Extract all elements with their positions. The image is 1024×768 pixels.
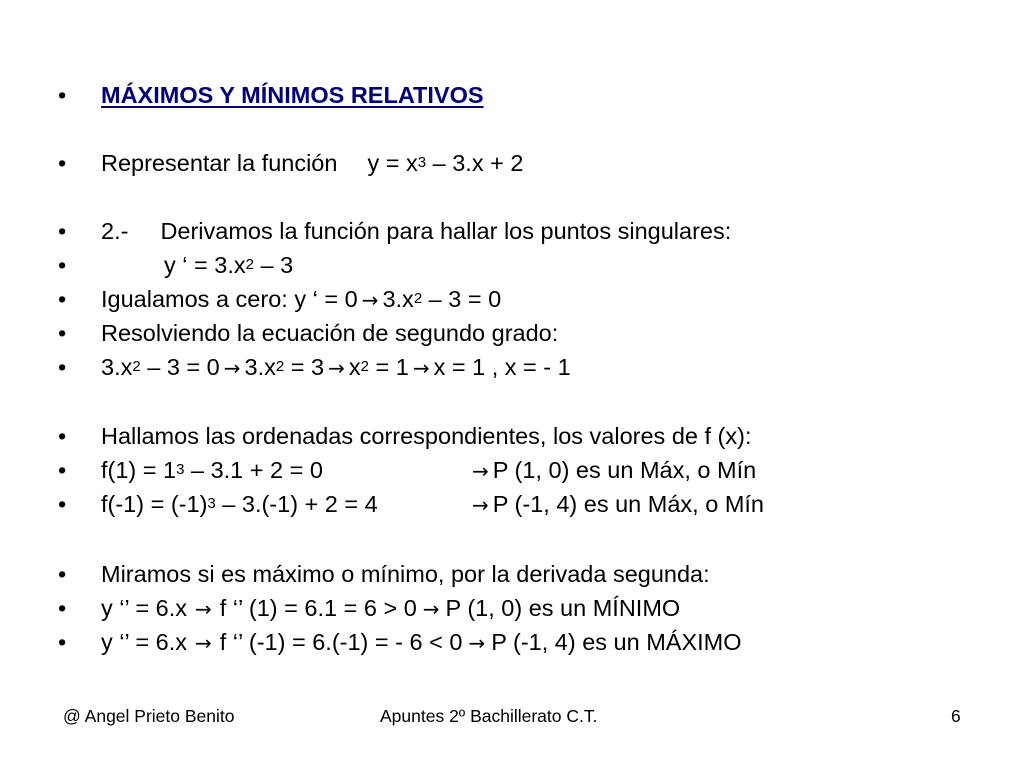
bullet: •: [58, 252, 67, 278]
text-segment: – 3 = 0: [422, 286, 502, 312]
footer-course: Apuntes 2º Bachillerato C.T.: [380, 706, 598, 726]
slide-title: MÁXIMOS Y MÍNIMOS RELATIVOS: [101, 82, 484, 108]
text-segment: – 3.x + 2: [426, 150, 524, 176]
bullet: •: [58, 218, 67, 244]
arrow-right-icon: →: [472, 459, 489, 483]
arrow-right-icon: →: [194, 597, 212, 621]
text-segment: y = x: [367, 150, 418, 176]
text-segment: f(1) = 1: [101, 457, 177, 483]
bullet: •: [58, 561, 67, 587]
bullet: •: [58, 354, 67, 380]
bullet-line-solutions: [0, 350, 1024, 384]
arrow-right-icon: →: [361, 288, 379, 312]
arrow-right-icon: →: [412, 356, 430, 380]
superscript: 2: [360, 358, 369, 375]
text-segment: Derivamos la función para hallar los puntos singulares:: [160, 218, 732, 244]
text-segment: – 3.(-1) + 2 = 4: [215, 491, 378, 517]
text-segment: Resolviendo la ecuación de segundo grado:: [101, 320, 559, 346]
text-segment: – 3 = 0: [140, 354, 220, 380]
arrow-right-icon: →: [328, 356, 345, 380]
text-segment: P (-1, 4) es un MÁXIMO: [491, 629, 742, 655]
bullet-line-derivative: [0, 248, 1024, 282]
text-segment: 3.x: [101, 354, 133, 380]
text-segment: = 1: [368, 354, 409, 380]
bullet-line-function: [0, 146, 1024, 180]
text-segment: f(-1) = (-1): [101, 491, 208, 517]
step-number: 2.-: [101, 218, 129, 244]
superscript: 3: [176, 461, 185, 478]
text-segment: – 3.1 + 2 = 0: [184, 457, 323, 483]
bullet-line-f1: [0, 453, 1024, 487]
superscript: 2: [413, 290, 423, 307]
bullet-line-maximum: [0, 625, 1024, 659]
text-segment: 3.x: [382, 286, 414, 312]
bullet: •: [58, 595, 67, 621]
superscript: 3: [207, 495, 216, 512]
arrow-right-icon: →: [223, 356, 241, 380]
text-segment: x = 1 , x = - 1: [433, 354, 571, 380]
text-segment: Representar la función: [101, 150, 338, 176]
superscript: 2: [245, 256, 254, 273]
bullet: •: [58, 629, 67, 655]
text-segment: y ‘ = 3.x: [164, 252, 246, 278]
text-segment: Hallamos las ordenadas correspondientes, los valores de f (x):: [101, 423, 752, 449]
bullet: •: [58, 82, 67, 108]
text-segment: = 3: [284, 354, 325, 380]
arrow-right-icon: →: [194, 631, 212, 655]
text-segment: f ‘’ (-1) = 6.(-1) = - 6 < 0: [219, 629, 463, 655]
bullet: •: [58, 423, 67, 449]
text-segment: Igualamos a cero: y ‘ = 0: [101, 286, 358, 312]
text-segment: x: [348, 354, 361, 380]
text-segment: P (1, 0) es un MÍNIMO: [445, 595, 681, 621]
text-segment: – 3: [253, 252, 294, 278]
text-segment: P (-1, 4) es un Máx, o Mín: [492, 491, 764, 517]
bullet-line-ordinates: [0, 419, 1024, 453]
arrow-right-icon: →: [422, 597, 440, 621]
superscript: 2: [132, 358, 141, 375]
footer-author: @ Angel Prieto Benito: [63, 706, 235, 726]
bullet-line-second-derivative: [0, 557, 1024, 591]
bullet: •: [58, 320, 67, 346]
text-segment: y ‘’ = 6.x: [101, 629, 187, 655]
page-number: 6: [951, 706, 961, 726]
bullet-line-derive: [0, 214, 1024, 248]
bullet-line-solve: [0, 316, 1024, 350]
text-segment: P (1, 0) es un Máx, o Mín: [492, 457, 757, 483]
bullet: •: [58, 491, 67, 517]
superscript: 2: [275, 358, 285, 375]
text-segment: y ‘’ = 6.x: [101, 595, 187, 621]
title-line: [0, 78, 1024, 112]
text-segment: Miramos si es máximo o mínimo, por la derivada segunda:: [101, 561, 710, 587]
arrow-right-icon: →: [472, 493, 489, 517]
bullet-line-f-minus1: [0, 487, 1024, 521]
bullet: •: [58, 286, 67, 312]
bullet: •: [58, 150, 67, 176]
arrow-right-icon: →: [468, 631, 486, 655]
superscript: 3: [417, 154, 427, 171]
bullet-line-minimum: [0, 591, 1024, 625]
text-segment: f ‘’ (1) = 6.1 = 6 > 0: [219, 595, 417, 621]
text-segment: 3.x: [244, 354, 276, 380]
bullet-line-equal-zero: [0, 282, 1024, 316]
bullet: •: [58, 457, 67, 483]
